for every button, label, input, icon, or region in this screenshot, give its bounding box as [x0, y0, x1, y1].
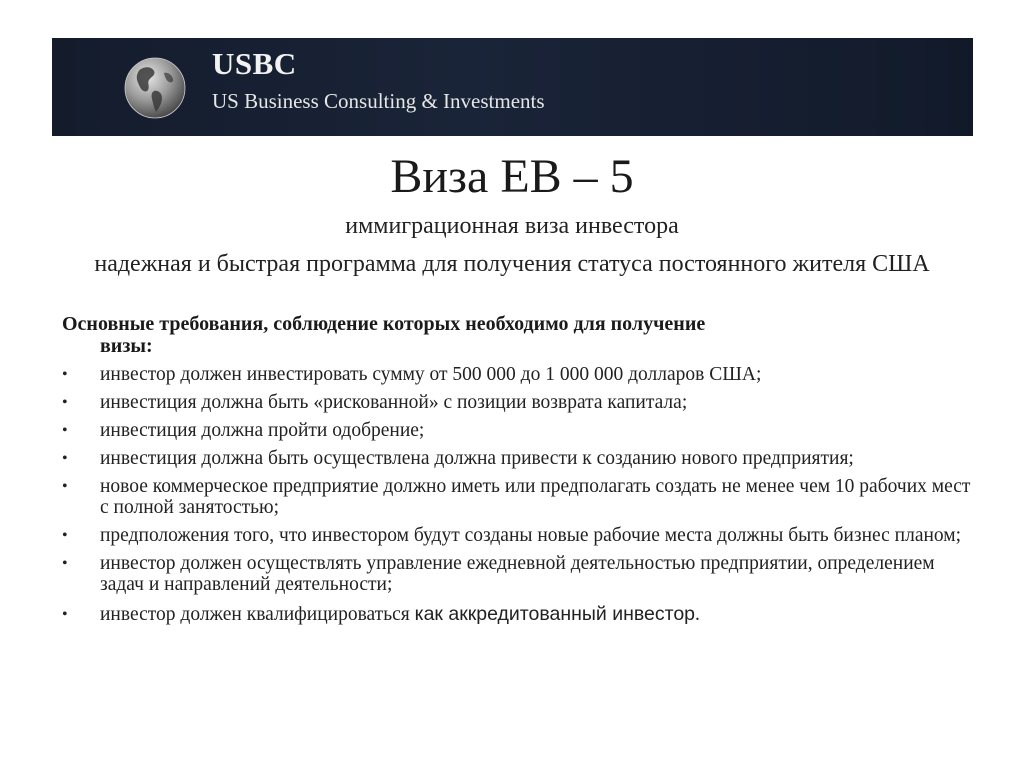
list-item: [62, 604, 972, 625]
bullet-icon: •: [62, 478, 68, 495]
list-item-text: предположения того, что инвестором будут созданы новые рабочие места должны быть бизнес планом;: [100, 525, 962, 546]
bullet-icon: •: [62, 555, 68, 572]
brand-name: USBC: [212, 46, 297, 81]
list-item: [62, 525, 972, 546]
list-item-text: инвестиция должна быть «рискованной» с позиции возврата капитала;: [100, 392, 688, 413]
bullet-icon: •: [62, 450, 68, 467]
globe-icon: [124, 57, 186, 119]
list-item: [62, 476, 972, 518]
list-item-text-end: .: [695, 604, 700, 625]
list-item: [62, 364, 972, 385]
list-item: [62, 420, 972, 441]
requirements-heading: [62, 313, 942, 357]
page-title: Виза ЕВ – 5: [390, 150, 634, 203]
bullet-icon: •: [62, 366, 68, 383]
subtitle-line-2: надежная и быстрая программа для получения статуса постоянного жителя США: [94, 251, 930, 277]
list-item: [62, 392, 972, 413]
list-item: [62, 448, 972, 469]
bullet-icon: •: [62, 394, 68, 411]
list-item-text: новое коммерческое предприятие должно иметь или предполагать создать не менее чем 10 рабочих мест с полной занятостью;: [100, 476, 971, 518]
brand-tagline: US Business Consulting & Investments: [212, 89, 545, 113]
list-item-text: инвестиция должна быть осуществлена должна привести к созданию нового предприятия;: [100, 448, 854, 469]
list-item: [62, 553, 972, 595]
header-banner: [52, 38, 973, 136]
list-item-text: инвестор должен квалифицироваться: [100, 604, 415, 625]
bullet-icon: •: [62, 606, 68, 623]
requirements-heading-line-2: визы:: [100, 335, 153, 357]
list-item-text-emphasis: как аккредитованный инвестор: [414, 603, 696, 625]
list-item-text: инвестор должен инвестировать сумму от 500 000 до 1 000 000 долларов США;: [100, 364, 762, 385]
subtitle-line-1: иммиграционная виза инвестора: [345, 213, 679, 239]
list-item-text: инвестиция должна пройти одобрение;: [100, 420, 425, 441]
requirements-list: [62, 364, 972, 625]
requirements-heading-line-1: Основные требования, соблюдение которых необходимо для получение: [62, 313, 706, 335]
list-item-text: инвестор должен осуществлять управление ежедневной деятельностью предприятии, определением задач и направлений деятельности;: [100, 553, 935, 595]
bullet-icon: •: [62, 527, 68, 544]
bullet-icon: •: [62, 422, 68, 439]
